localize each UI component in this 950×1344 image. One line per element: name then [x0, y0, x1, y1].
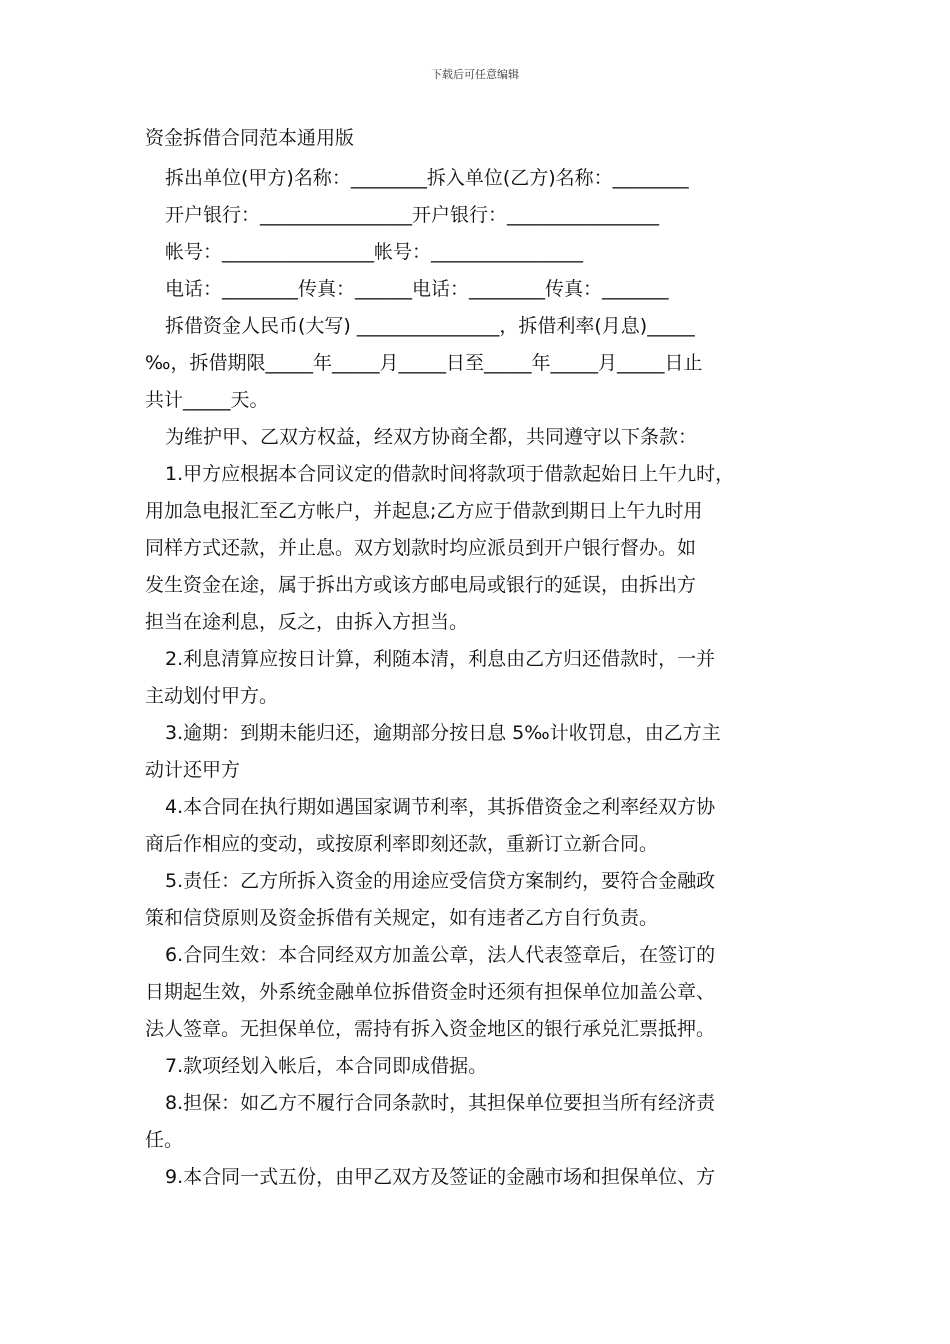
lender-borrower-name-field: 拆出单位(甲方)名称：________拆入单位(乙方)名称：________	[165, 167, 689, 189]
clause-4: 4.本合同在执行期如遇国家调节利率，其拆借资金之利率经双方协 商后作相应的变动，或按原利率即刻还款，重新订立新合同。	[145, 796, 716, 855]
loan-term-line: ‰，拆借期限_____年_____月_____日至_____年_____月_____日止	[145, 352, 703, 374]
clause-9: 9.本合同一式五份，由甲乙双方及签证的金融市场和担保单位、方	[165, 1166, 716, 1188]
clause-2: 2.利息清算应按日计算，利随本清，利息由乙方归还借款时，一并 主动划付甲方。	[145, 648, 716, 707]
clause-6: 6.合同生效：本合同经双方加盖公章，法人代表签章后，在签订的 日期起生效，外系统金融单位拆借资金时还须有担保单位加盖公章、 法人签章。无担保单位，需持有拆入资金地区的银行承兑汇票抵押。	[145, 944, 716, 1040]
clause-3: 3.逾期：到期未能归还，逾期部分按日息 5‰计收罚息，由乙方主 动计还甲方	[145, 722, 721, 781]
loan-days-line: 共计_____天。	[145, 389, 269, 411]
phone-fax-field: 电话：________传真：______电话：________传真：_______	[165, 278, 669, 300]
clause-8: 8.担保：如乙方不履行合同条款时，其担保单位要担当所有经济责 任。	[145, 1092, 716, 1151]
loan-amount-line: 拆借资金人民币(大写) _______________，拆借利率(月息)_____	[165, 315, 695, 337]
account-field: 帐号：________________帐号：________________	[165, 241, 584, 263]
clause-1: 1.甲方应根据本合同议定的借款时间将款项于借款起始日上午九时， 用加急电报汇至乙方帐户，并起息;乙方应于借款到期日上午九时用 同样方式还款，并止息。双方划款时均应派员到开户银行督办。如 发生资金在途，属于拆出方或该方邮电局或银行的延误，由拆出方 担当在途利息，反之，由拆入方担当。	[145, 463, 735, 633]
page-header: 下载后可任意编辑	[431, 68, 519, 81]
clause-5: 5.责任：乙方所拆入资金的用途应受信贷方案制约，要符合金融政 策和信贷原则及资金拆借有关规定，如有违者乙方自行负责。	[145, 870, 716, 929]
bank-field: 开户银行：________________开户银行：________________	[165, 204, 660, 226]
clause-7: 7.款项经划入帐后，本合同即成借据。	[165, 1055, 488, 1077]
intro-paragraph: 为维护甲、乙双方权益，经双方协商全都，共同遵守以下条款：	[165, 426, 698, 448]
document-title: 资金拆借合同范本通用版	[145, 127, 355, 149]
contract-document	[145, 122, 810, 1196]
